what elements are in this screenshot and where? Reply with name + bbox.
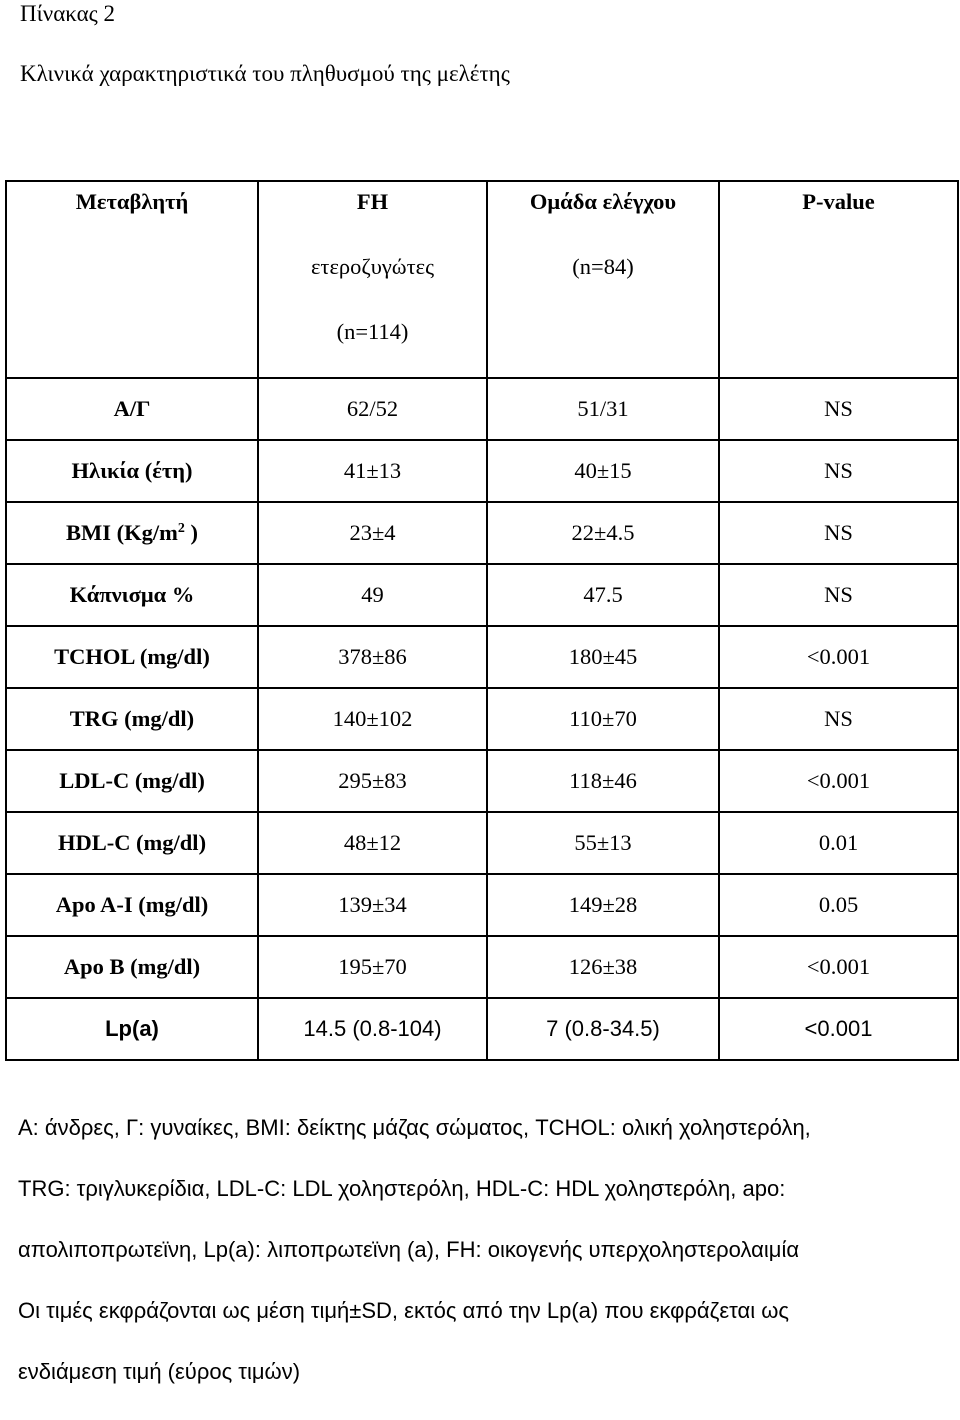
cell-control: 51/31: [487, 378, 719, 440]
table-number-title: Πίνακας 2: [20, 1, 116, 26]
footnote-line: Οι τιμές εκφράζονται ως μέση τιμή±SD, εκτός από την Lp(a) που εκφράζεται ως: [18, 1298, 790, 1323]
cell-p-value: <0.001: [719, 750, 958, 812]
cell-fh: 295±83: [258, 750, 487, 812]
header-fh-line1: FH: [356, 189, 389, 214]
cell-variable: Lp(a): [6, 998, 258, 1060]
cell-fh: 23±4: [258, 502, 487, 564]
cell-control: 126±38: [487, 936, 719, 998]
cell-control: 7 (0.8-34.5): [487, 998, 719, 1060]
footnote-line: ενδιάμεση τιμή (εύρος τιμών): [18, 1359, 301, 1384]
header-control-group: [487, 181, 719, 378]
table-row: [6, 750, 958, 812]
header-fh-line2: ετεροζυγώτες: [310, 254, 435, 279]
table-row: [6, 936, 958, 998]
header-fh-heterozygotes: [258, 181, 487, 378]
cell-fh: 41±13: [258, 440, 487, 502]
cell-p-value: NS: [719, 440, 958, 502]
cell-control: 40±15: [487, 440, 719, 502]
cell-fh: 49: [258, 564, 487, 626]
table-row: [6, 998, 958, 1060]
footnote-line: απολιποπρωτεϊνη, Lp(a): λιποπρωτεϊνη (a), FH: οικογενής υπερχοληστερολαιμία: [18, 1237, 800, 1262]
cell-fh: 140±102: [258, 688, 487, 750]
header-fh-line3: (n=114): [336, 319, 409, 344]
table-row: [6, 688, 958, 750]
cell-p-value: <0.001: [719, 626, 958, 688]
cell-p-value: 0.05: [719, 874, 958, 936]
table-row: [6, 874, 958, 936]
cell-control: 47.5: [487, 564, 719, 626]
cell-control: 22±4.5: [487, 502, 719, 564]
cell-p-value: NS: [719, 564, 958, 626]
table-row: [6, 564, 958, 626]
footnote-line: TRG: τριγλυκερίδια, LDL-C: LDL χοληστερόλη, HDL-C: HDL χοληστερόλη, apo:: [18, 1176, 786, 1201]
table-row: [6, 626, 958, 688]
cell-fh: 14.5 (0.8-104): [258, 998, 487, 1060]
cell-p-value: NS: [719, 688, 958, 750]
cell-fh: 139±34: [258, 874, 487, 936]
bmi-label-superscript: 2: [177, 521, 185, 536]
cell-control: 149±28: [487, 874, 719, 936]
cell-p-value: 0.01: [719, 812, 958, 874]
cell-fh: 62/52: [258, 378, 487, 440]
table-row: [6, 378, 958, 440]
cell-fh: 195±70: [258, 936, 487, 998]
header-control-line1: Ομάδα ελέγχου: [529, 189, 677, 214]
header-variable: Μεταβλητή: [6, 181, 258, 378]
cell-fh: 378±86: [258, 626, 487, 688]
cell-p-value: NS: [719, 502, 958, 564]
cell-variable: TRG (mg/dl): [6, 688, 258, 750]
table-caption: Κλινικά χαρακτηριστικά του πληθυσμού της μελέτης: [20, 61, 510, 86]
cell-fh: 48±12: [258, 812, 487, 874]
cell-variable: HDL-C (mg/dl): [6, 812, 258, 874]
cell-variable: Apo A-I (mg/dl): [6, 874, 258, 936]
table-footnotes: [18, 1115, 948, 1420]
cell-variable: Α/Γ: [6, 378, 258, 440]
table-row: [6, 440, 958, 502]
table-row: [6, 812, 958, 874]
table-row: [6, 502, 958, 564]
cell-variable: TCHOL (mg/dl): [6, 626, 258, 688]
cell-variable: Κάπνισμα %: [6, 564, 258, 626]
cell-control: 180±45: [487, 626, 719, 688]
cell-variable: LDL-C (mg/dl): [6, 750, 258, 812]
header-p-value: P-value: [719, 181, 958, 378]
cell-control: 55±13: [487, 812, 719, 874]
clinical-characteristics-table: [5, 180, 959, 1061]
bmi-label-suffix: ): [184, 520, 198, 545]
cell-p-value: NS: [719, 378, 958, 440]
cell-control: 110±70: [487, 688, 719, 750]
footnote-line: Α: άνδρες, Γ: γυναίκες, ΒΜΙ: δείκτης μάζας σώματος, TCHOL: ολική χοληστερόλη,: [18, 1115, 811, 1140]
cell-control: 118±46: [487, 750, 719, 812]
bmi-label-prefix: BMI (Kg/m: [66, 520, 178, 545]
cell-variable: Ηλικία (έτη): [6, 440, 258, 502]
cell-variable: Apo B (mg/dl): [6, 936, 258, 998]
cell-p-value: <0.001: [719, 998, 958, 1060]
cell-variable-bmi: [6, 502, 258, 564]
cell-p-value: <0.001: [719, 936, 958, 998]
table-header-row: [6, 181, 958, 378]
header-control-line2: (n=84): [572, 254, 634, 279]
